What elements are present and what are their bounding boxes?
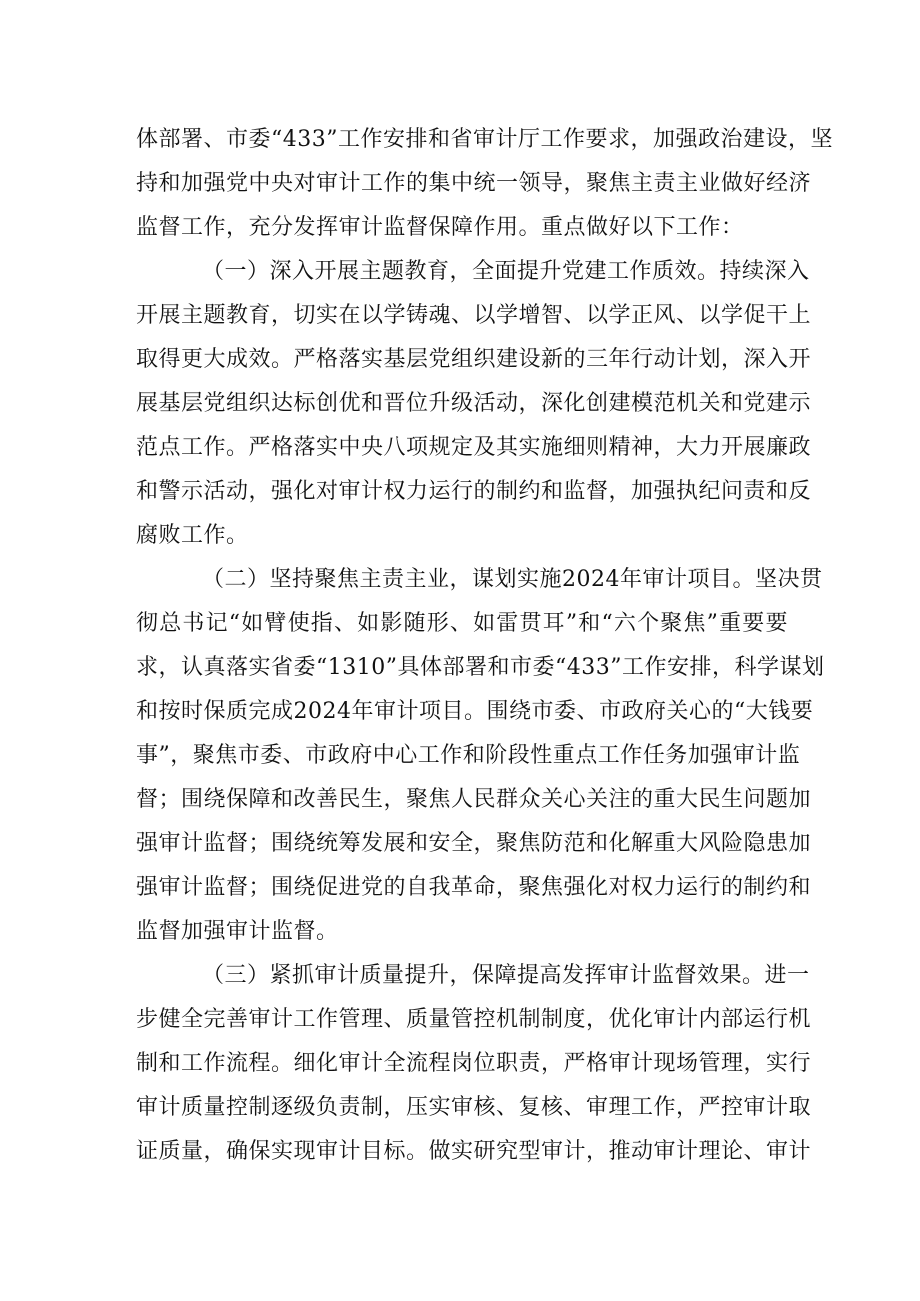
text-line: 监督加强审计监督。 — [136, 919, 339, 944]
text-line: 持和加强党中央对审计工作的集中统一领导，聚焦主责主业做好经济 — [136, 171, 812, 196]
text-line: 审计质量控制逐级负责制，压实审核、复核、审理工作，严控审计取 — [136, 1095, 812, 1120]
text-line: 展基层党组织达标创优和晋位升级活动，深化创建模范机关和党建示 — [136, 391, 812, 416]
text-line: 监督工作，充分发挥审计监督保障作用。重点做好以下工作： — [136, 215, 744, 240]
text-line: 开展主题教育，切实在以学铸魂、以学增智、以学正风、以学促干上 — [136, 303, 812, 328]
text-line: 腐败工作。 — [136, 523, 249, 548]
text-line: 制和工作流程。细化审计全流程岗位职责，严格审计现场管理，实行 — [136, 1051, 812, 1076]
text-line: 强审计监督；围绕促进党的自我革命，聚焦强化对权力运行的制约和 — [136, 875, 812, 900]
text-line: 事”，聚焦市委、市政府中心工作和阶段性重点工作任务加强审计监 — [136, 743, 801, 768]
text-line: 体部署、市委“433”工作安排和省审计厅工作要求，加强政治建设，坚 — [136, 127, 833, 152]
text-line: 求，认真落实省委“1310”具体部署和市委“433”工作安排，科学谋划 — [136, 655, 825, 680]
text-line: （一）深入开展主题教育，全面提升党建工作质效。持续深入 — [202, 259, 810, 284]
text-line: （三）紧抓审计质量提升，保障提高发挥审计监督效果。进一 — [202, 963, 810, 988]
text-line: 证质量，确保实现审计目标。做实研究型审计，推动审计理论、审计 — [136, 1139, 812, 1164]
text-line: 和警示活动，强化对审计权力运行的制约和监督，加强执纪问责和反 — [136, 479, 812, 504]
text-line: 彻总书记“如臂使指、如影随形、如雷贯耳”和“六个聚焦”重要要 — [136, 611, 788, 636]
text-line: 强审计监督；围绕统筹发展和安全，聚焦防范和化解重大风险隐患加 — [136, 831, 812, 856]
text-line: （二）坚持聚焦主责主业，谋划实施2024年审计项目。坚决贯 — [202, 567, 823, 592]
text-line: 督；围绕保障和改善民生，聚焦人民群众关心关注的重大民生问题加 — [136, 787, 812, 812]
text-line: 范点工作。严格落实中央八项规定及其实施细则精神，大力开展廉政 — [136, 435, 812, 460]
text-line: 步健全完善审计工作管理、质量管控机制制度，优化审计内部运行机 — [136, 1007, 812, 1032]
text-line: 取得更大成效。严格落实基层党组织建设新的三年行动计划，深入开 — [136, 347, 812, 372]
text-line: 和按时保质完成2024年审计项目。围绕市委、市政府关心的“大钱要 — [136, 699, 814, 724]
document-body — [136, 118, 833, 1174]
